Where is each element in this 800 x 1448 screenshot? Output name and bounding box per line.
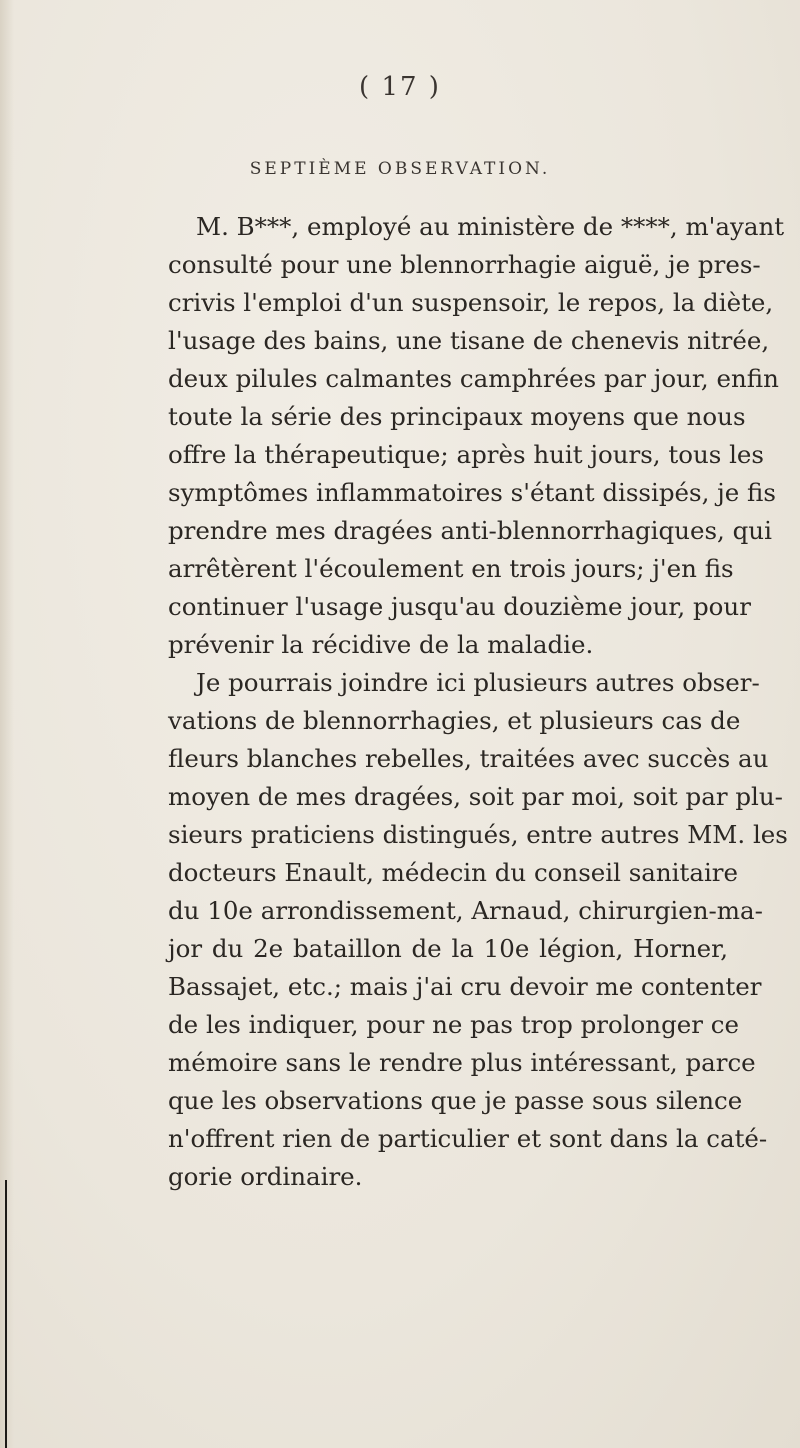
text-line: prévenir la récidive de la maladie. bbox=[168, 630, 594, 659]
text-line: toute la série des principaux moyens que nous bbox=[168, 402, 746, 431]
text-line: offre la thérapeutique; après huit jours, tous les bbox=[168, 440, 764, 469]
body-text bbox=[168, 208, 788, 1196]
text-line: M. B***, employé au ministère de ****, m'ayant bbox=[196, 212, 785, 241]
text-line: crivis l'emploi d'un suspensoir, le repos, la diète, bbox=[168, 288, 774, 317]
text-line: Bassajet, etc.; mais j'ai cru devoir me contenter bbox=[168, 972, 762, 1001]
paragraph-1 bbox=[168, 208, 785, 664]
text-line: arrêtèrent l'écoulement en trois jours; j'en fis bbox=[168, 554, 734, 583]
text-line: de les indiquer, pour ne pas trop prolonger ce bbox=[168, 1010, 739, 1039]
text-line: jor du 2e bataillon de la 10e légion, Horner, bbox=[168, 934, 728, 963]
text-line: vations de blennorrhagies, et plusieurs cas de bbox=[168, 706, 741, 735]
text-line: symptômes inflammatoires s'étant dissipés, je fis bbox=[168, 478, 776, 507]
text-line: docteurs Enault, médecin du conseil sanitaire bbox=[168, 858, 739, 887]
text-line: prendre mes dragées anti-blennorrhagiques, qui bbox=[168, 516, 772, 545]
text-line: deux pilules calmantes camphrées par jour, enfin bbox=[168, 364, 779, 393]
text-line: mémoire sans le rendre plus intéressant, parce bbox=[168, 1048, 756, 1077]
text-line: que les observations que je passe sous silence bbox=[168, 1086, 743, 1115]
text-line: fleurs blanches rebelles, traitées avec succès au bbox=[168, 744, 769, 773]
text-line: consulté pour une blennorrhagie aiguë, je pres- bbox=[168, 250, 761, 279]
page-gutter-shadow bbox=[0, 0, 14, 1448]
text-line: continuer l'usage jusqu'au douzième jour, pour bbox=[168, 592, 751, 621]
binding-edge bbox=[5, 1180, 7, 1448]
section-heading: SEPTIÈME OBSERVATION. bbox=[249, 159, 551, 179]
text-line: n'offrent rien de particulier et sont dans la caté- bbox=[168, 1124, 768, 1153]
text-line: Je pourrais joindre ici plusieurs autres obser- bbox=[196, 668, 760, 697]
text-line: moyen de mes dragées, soit par moi, soit par plu- bbox=[168, 782, 783, 811]
page-number: ( 17 ) bbox=[359, 72, 441, 102]
paragraph-2 bbox=[168, 664, 788, 1196]
text-line: l'usage des bains, une tisane de chenevis nitrée, bbox=[168, 326, 770, 355]
text-line: gorie ordinaire. bbox=[168, 1162, 363, 1191]
text-line: du 10e arrondissement, Arnaud, chirurgien-ma- bbox=[168, 896, 763, 925]
text-line: sieurs praticiens distingués, entre autres MM. les bbox=[168, 820, 788, 849]
